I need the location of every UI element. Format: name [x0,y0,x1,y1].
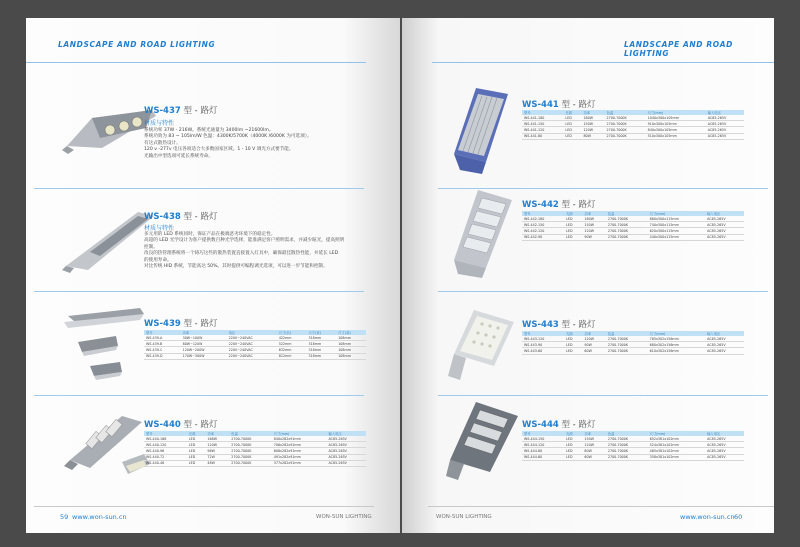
table-cell: WS-444-120 [522,442,564,448]
table-cell: WS-442-180 [522,216,564,222]
ws444-lamp-image [442,398,522,488]
table-cell: WS-441-180 [522,115,563,121]
table-cell: 491x282x91mm [272,454,327,460]
right-footer-brand: WON-SUN LIGHTING [436,514,492,520]
ws444-spec-table [522,431,744,461]
column-header: 型号 [522,431,564,436]
right-header-divider [432,62,774,63]
table-cell: WS-444-150 [522,436,564,442]
column-header: 尺寸(高) [336,330,366,335]
table-cell: WS-439-A [144,335,181,341]
table-cell: AC85-265V [705,234,744,240]
table-cell: 2700-7000K [606,442,648,448]
table-cell: 812mm [277,353,307,359]
ws441-lamp-image [446,84,516,178]
table-cell: AC85-265V [705,448,744,454]
table-cell: 120W [582,228,605,234]
table-cell: 180W [582,216,605,222]
ws444-model: WS-444 [522,420,559,430]
table-cell: 2700-7000K [229,460,271,466]
table-cell: 2700-7000K [606,228,648,234]
table-cell: 2700-7000K [605,121,646,127]
column-header: 光源 [187,431,206,436]
table-cell: LED [563,133,581,139]
ws438-desc-line: 改良的热管理系统将一个铸巧这些的散热装置直接置入灯具中，确保最佳散热性能，并延长 LED [144,251,339,257]
table-cell: 90W [582,342,605,348]
table-cell: LED [564,228,582,234]
ws437-title [144,104,217,116]
table-cell: 740x300x115mm [648,222,705,228]
table-cell: LED [564,234,582,240]
column-header: 色温 [606,211,648,216]
ws439-title [144,317,217,329]
ws437-type: 型 - 路灯 [180,106,218,116]
table-cell: 168W [205,436,229,442]
table-cell: LED [564,442,582,448]
table-cell: 2700-7000K [605,127,646,133]
table-cell: LED [564,348,582,354]
table-cell: WS-439-D [144,353,181,359]
table-cell: 30W~100W [181,335,227,341]
table-cell: 108mm [336,335,366,341]
table-cell: 880x300x115mm [648,216,705,222]
table-cell: 680x302x156mm [648,342,705,348]
ws438-model: WS-438 [144,212,181,222]
ws441-spec-table [522,110,744,140]
left-page [26,18,400,533]
table-cell: 220V~240VAC [227,347,277,353]
ws442-title [522,198,595,210]
column-header: 输入电压 [706,110,744,115]
left-page-number: 59 [60,513,69,521]
table-cell: AC85-265V [705,348,744,354]
table-cell: 108mm [336,353,366,359]
section-divider [34,291,364,292]
table-cell: 150W [582,222,605,228]
table-cell: 180W [581,115,604,121]
ws441-model: WS-441 [522,100,559,110]
table-cell: WS-440-48 [144,460,187,466]
table-cell: 90W [582,234,605,240]
table-cell: WS-443-90 [522,342,564,348]
column-header: 型号 [522,331,564,336]
ws439-type: 型 - 路灯 [180,319,218,329]
column-header: 尺寸(mm) [272,431,327,436]
column-header: 功率 [581,110,604,115]
table-cell: 2700-7000K [606,448,648,454]
table-cell: WS-444-60 [522,454,564,460]
table-cell: 440x300x115mm [648,234,705,240]
table-row [522,348,744,354]
ws438-desc-line: 高超的 LED 光学设计为客户提供数百种光学选择，能准满足客户照明需求，并减少眩光，提高照明 [144,238,345,244]
table-cell: 2700-7000K [606,454,648,460]
table-row [144,353,366,359]
right-header-title: LANDSCAPE AND ROAD LIGHTING [624,40,733,58]
table-cell: AC85-265V [705,216,744,222]
table-cell: WS-442-90 [522,234,564,240]
left-footer-url: www.won-sun.cn [72,513,127,521]
table-cell: 2700-7000K [229,436,271,442]
table-cell: 465x381x102mm [648,448,705,454]
table-cell: 48W [205,460,229,466]
table-cell: AC85-265V [706,121,744,127]
table-cell: LED [187,436,206,442]
table-cell: 2700-7000K [606,336,648,342]
table-cell: 620x300x115mm [648,228,705,234]
column-header: 型号 [522,110,563,115]
column-header: 色温 [229,431,271,436]
table-cell: AC85-265V [706,133,744,139]
column-header: 功率 [181,330,227,335]
column-header: 尺寸(mm) [648,431,705,436]
ws438-title [144,210,217,222]
column-header: 功率 [582,431,605,436]
table-cell: 2700-7000K [229,442,271,448]
table-cell: 120W [582,442,605,448]
table-cell: LED [564,436,582,442]
table-cell: 632mm [277,347,307,353]
table-cell: LED [564,342,582,348]
table-cell: AC85-265V [326,442,366,448]
ws438-type: 型 - 路灯 [180,212,218,222]
table-cell: 318mm [306,347,336,353]
table-cell: AC85-265V [705,336,744,342]
ws437-features-label: 材质与特性 [144,120,175,127]
table-cell: WS-440-120 [144,442,187,448]
column-header: 光源 [564,331,582,336]
table-cell: 422mm [277,335,307,341]
column-header: 尺寸(mm) [648,211,705,216]
table-cell: 785x302x156mm [648,336,705,342]
ws437-description [144,128,349,160]
ws442-type: 型 - 路灯 [558,200,596,210]
column-header: 输入电压 [705,431,744,436]
ws437-model: WS-437 [144,106,181,116]
column-header: 光源 [563,110,581,115]
left-footer-divider [34,506,374,507]
table-cell: AC85-265V [705,436,744,442]
column-header: 电压 [227,330,277,335]
ws439-model: WS-439 [144,319,181,329]
ws438-desc-line: 对比传统 HID 系统，节能高达 50%。其时提供可编程调光选项，可以进一步节能和控制。 [144,264,328,270]
table-row [522,234,744,240]
table-cell: LED [187,448,206,454]
column-header: 尺寸(宽) [306,330,336,335]
table-cell: LED [187,454,206,460]
table-cell: LED [564,448,582,454]
table-cell: 910x300x105mm [646,121,706,127]
right-footer-divider [428,506,774,507]
table-cell: 358x381x102mm [648,454,705,460]
ws437-desc-line: 120 v -277v 电压各项适合大多数国家区域。1 - 10 V 调光方式要节能。 [144,147,294,153]
table-cell: 2700-7000K [229,454,271,460]
table-cell: AC85-265V [705,442,744,448]
table-cell: WS-441-80 [522,133,563,139]
ws444-title [522,418,595,430]
table-cell: 522mm [277,341,307,347]
right-page-number: 60 [734,513,743,521]
ws438-desc-line: 的使用寿命。 [144,257,172,263]
table-row [522,454,744,460]
column-header: 功率 [582,331,605,336]
right-footer-url: www.won-sun.cn [680,513,735,521]
table-cell: 1040x300x105mm [646,115,706,121]
ws442-spec-table [522,211,744,241]
table-cell: 120W~200W [181,347,227,353]
table-cell: 2700-7000K [606,234,648,240]
table-cell: LED [564,216,582,222]
table-cell: LED [564,222,582,228]
section-divider [34,188,364,189]
table-cell: 120W [205,442,229,448]
ws440-title [144,418,217,430]
table-cell: 96W [205,448,229,454]
table-cell: 840x300x105mm [646,127,706,133]
table-cell: 2700-7000K [606,436,648,442]
column-header: 尺寸(mm) [646,110,706,115]
table-cell: 2700-7000K [606,222,648,228]
table-cell: 60W [582,454,605,460]
table-cell: 2700-7000K [605,115,646,121]
column-header: 型号 [144,431,187,436]
left-footer-brand: WON-SUN LIGHTING [316,514,372,520]
right-page [402,18,774,533]
ws441-type: 型 - 路灯 [558,100,596,110]
table-cell: LED [187,460,206,466]
table-row [144,460,366,466]
left-header-divider [26,62,366,63]
column-header: 功率 [582,211,605,216]
ws441-title [522,98,595,110]
table-row [522,133,744,139]
section-divider [438,395,768,396]
table-cell: WS-440-96 [144,448,187,454]
column-header: 色温 [605,110,646,115]
table-cell: WS-443-60 [522,348,564,354]
table-cell: 80W~120W [181,341,227,347]
table-cell: LED [563,127,581,133]
table-cell: WS-441-120 [522,127,563,133]
table-cell: WS-440-72 [144,454,187,460]
table-cell: 220V~240VAC [227,335,277,341]
table-cell: 2700-7000K [606,342,648,348]
table-cell: 80W [581,133,604,139]
table-cell: 170W~300W [181,353,227,359]
table-cell: 377x282x91mm [272,460,327,466]
table-cell: 108mm [336,347,366,353]
ws438-features-label: 材质与特性 [144,225,175,232]
table-cell: LED [564,454,582,460]
table-cell: AC85-265V [326,454,366,460]
table-cell: 2700-7000K [229,448,271,454]
column-header: 输入电压 [705,211,744,216]
column-header: 输入电压 [705,331,744,336]
table-cell: 608x282x91mm [272,448,327,454]
ws437-desc-line: 有这式散热设计。 [144,140,181,146]
table-cell: 108mm [336,341,366,347]
table-cell: AC85-265V [705,228,744,234]
column-header: 光源 [564,211,582,216]
table-cell: 2700-7000K [605,133,646,139]
table-cell: WS-439-B [144,341,181,347]
column-header: 光源 [564,431,582,436]
table-cell: 60W [582,348,605,354]
table-cell: AC85-265V [705,222,744,228]
table-cell: LED [563,121,581,127]
table-cell: 2700-7000K [606,348,648,354]
ws442-model: WS-442 [522,200,559,210]
ws443-lamp-image [444,306,520,386]
table-cell: 120W [581,127,604,133]
section-divider [438,291,768,292]
left-header-title: LANDSCAPE AND ROAD LIGHTING [58,40,216,49]
ws443-type: 型 - 路灯 [558,320,596,330]
column-header: 色温 [606,331,648,336]
table-cell: WS-439-C [144,347,181,353]
column-header: 输入电压 [326,431,366,436]
table-cell: WS-440-168 [144,436,187,442]
ws444-type: 型 - 路灯 [558,420,596,430]
table-cell: LED [563,115,581,121]
table-cell: LED [187,442,206,448]
table-cell: AC85-265V [326,460,366,466]
table-cell: 220V~240VAC [227,353,277,359]
table-cell: WS-442-120 [522,228,564,234]
ws437-desc-line: 光输出中型选项可延长系统寿命。 [144,153,213,159]
table-cell: 510x300x105mm [646,133,706,139]
table-cell: 318mm [306,341,336,347]
table-cell: AC85-265V [705,342,744,348]
ws438-description [144,232,366,270]
ws442-lamp-image [444,186,518,282]
table-cell: AC85-265V [326,436,366,442]
ws443-title [522,318,595,330]
table-cell: WS-443-120 [522,336,564,342]
ws437-desc-line: 系统功率 37W - 216W。系统光通量为 3400lm ~21600lm。 [144,128,274,133]
table-cell: 840x282x91mm [272,436,327,442]
table-cell: 706x282x91mm [272,442,327,448]
ws443-spec-table [522,331,744,355]
ws440-spec-table [144,431,366,467]
ws439-lamp-image [60,306,150,386]
table-cell: LED [564,336,582,342]
table-cell: AC85-265V [705,454,744,460]
table-cell: 150W [581,121,604,127]
table-cell: 652x381x102mm [648,436,705,442]
table-cell: WS-444-80 [522,448,564,454]
table-cell: 318mm [306,353,336,359]
column-header: 色温 [606,431,648,436]
ws440-type: 型 - 路灯 [180,420,218,430]
table-cell: AC85-265V [706,115,744,121]
table-cell: 120W [582,336,605,342]
table-cell: 318mm [306,335,336,341]
column-header: 尺寸(mm) [648,331,705,336]
column-header: 尺寸(长) [277,330,307,335]
table-cell: 524x381x102mm [648,442,705,448]
section-divider [34,395,364,396]
table-cell: AC85-265V [706,127,744,133]
column-header: 型号 [522,211,564,216]
ws443-model: WS-443 [522,320,559,330]
table-cell: 220V~240VAC [227,341,277,347]
column-header: 功率 [205,431,229,436]
ws440-model: WS-440 [144,420,181,430]
table-cell: WS-442-150 [522,222,564,228]
ws438-desc-line: 控制。 [144,244,158,250]
ws439-spec-table [144,330,366,360]
ws438-desc-line: 多元用的 LED 系统同时，保证产品在极端恶劣环境下的稳定性。 [144,232,276,237]
column-header: 型号 [144,330,181,335]
table-cell: 72W [205,454,229,460]
table-cell: WS-441-150 [522,121,563,127]
table-cell: 80W [582,448,605,454]
table-cell: AC85-265V [326,448,366,454]
table-cell: 2700-7000K [606,216,648,222]
ws437-desc-line: 系统功效为 83 ~ 105lm/W 色温：4300K/5700K（4000K /6000K 为可选项）。 [144,134,312,140]
table-cell: 610x302x156mm [648,348,705,354]
table-cell: 150W [582,436,605,442]
